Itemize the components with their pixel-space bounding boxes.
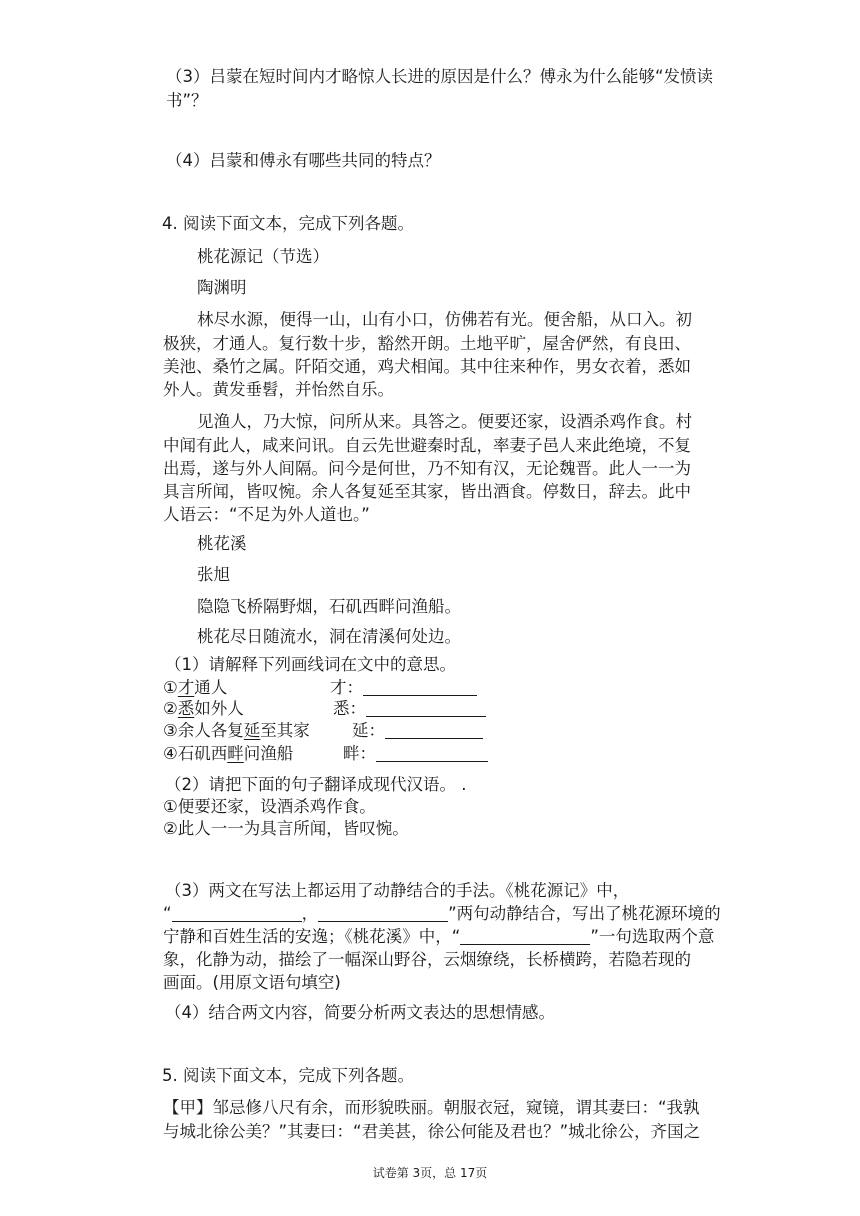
text-line: 【甲】邹忌修八尺有余，而形貌昳丽。朝服衣冠，窥镜，谓其妻曰：“我孰 (163, 1098, 700, 1117)
text-line: 中闻有此人，咸来问讯。自云先世避秦时乱，率妻子邑人来此绝境，不复 (163, 436, 691, 455)
answer-label: 畔： (343, 744, 376, 763)
question-prompt: （1）请解释下列画线词在文中的意思。 (165, 655, 456, 674)
underlined-word: 悉 (177, 699, 195, 718)
fill-line (163, 926, 714, 948)
text-run: 宁静和百姓生活的安逸；《桃花溪》中，“ (163, 927, 461, 946)
answer-blank[interactable] (172, 905, 302, 922)
text-line: 象，化静为动，描绘了一幅深山野谷，云烟缭绕，长桥横跨，若隐若现的 (163, 950, 691, 969)
underlined-word: 畔 (227, 744, 244, 763)
fill-line (163, 903, 721, 925)
answer-blank[interactable] (460, 928, 590, 945)
text-line: 人语云：“不足为外人道也。” (163, 505, 370, 524)
underlined-word: 才 (177, 678, 195, 697)
text-line: 与城北徐公美？”其妻曰：“君美甚，徐公何能及君也？”城北徐公，齐国之 (163, 1122, 701, 1141)
answer-blank[interactable] (366, 700, 486, 717)
text-line: （3）两文在写法上都运用了动静结合的手法。《桃花源记》中， (165, 881, 630, 900)
item-text: 余人各复 (177, 721, 244, 740)
quote-mark: “ (163, 904, 172, 923)
text-line: 见渔人，乃大惊，问所从来。具答之。便要还家，设酒杀鸡作食。村 (197, 412, 692, 431)
text-line: 极狭，才通人。复行数十步，豁然开朗。土地平旷，屋舍俨然，有良田、 (163, 334, 691, 353)
item-text: 通人 (194, 678, 228, 697)
answer-slot (352, 720, 483, 742)
text-line: 外人。黄发垂髫，并怡然自乐。 (163, 380, 394, 399)
item-number: ② (163, 699, 178, 718)
vocab-item (163, 743, 293, 765)
item-number: ③ (163, 721, 178, 740)
vocab-item (163, 698, 244, 720)
section-heading: 4. 阅读下面文本，完成下列各题。 (162, 214, 414, 233)
poem-title: 桃花溪 (197, 534, 247, 553)
answer-blank[interactable] (318, 905, 448, 922)
answer-blank[interactable] (385, 722, 483, 739)
answer-blank[interactable] (363, 679, 477, 696)
poem-line: 桃花尽日随流水，洞在清溪何处边。 (197, 627, 461, 646)
text-line: （3）吕蒙在短时间内才略惊人长进的原因是什么？傅永为什么能够“发愤读 (166, 67, 714, 86)
text-line: 画面。(用原文语句填空) (163, 973, 341, 992)
item-number: ① (163, 678, 178, 697)
text-line: 林尽水源，便得一山，山有小口，仿佛若有光。便舍船，从口入。初 (197, 310, 692, 329)
answer-slot (330, 677, 477, 699)
answer-slot (333, 698, 486, 720)
text-line: 美池、桑竹之属。阡陌交通，鸡犬相闻。其中往来种作，男女衣着，悉如 (163, 357, 691, 376)
text-run: ”两句动静结合，写出了桃花源环境的 (448, 904, 721, 923)
answer-label: 悉： (333, 699, 366, 718)
translate-sentence: ②此人一一为具言所闻，皆叹惋。 (163, 819, 409, 838)
poem-author: 张旭 (197, 565, 230, 584)
item-text: 石矶西 (177, 744, 228, 763)
page-footer: 试卷第 3页，总 17页 (372, 1166, 488, 1180)
text-line: 书”？ (166, 91, 208, 110)
text-line: 具言所闻，皆叹惋。余人各复延至其家，皆出酒食。停数日，辞去。此中 (163, 482, 691, 501)
answer-blank[interactable] (376, 745, 488, 762)
vocab-item (163, 720, 310, 742)
translate-sentence: ①便要还家，设酒杀鸡作食。 (163, 797, 376, 816)
comma: ， (301, 904, 319, 923)
passage-author: 陶渊明 (197, 278, 247, 297)
answer-label: 延： (352, 721, 385, 740)
section-heading: 5. 阅读下面文本，完成下列各题。 (162, 1066, 414, 1085)
poem-line: 隐隐飞桥隔野烟，石矶西畔问渔船。 (197, 597, 461, 616)
text-line: 出焉，遂与外人间隔。问今是何世，乃不知有汉，无论魏晋。此人一一为 (163, 459, 691, 478)
answer-label: 才： (330, 678, 363, 697)
question-prompt: （2）请把下面的句子翻译成现代汉语。 . (165, 775, 467, 794)
item-text: 问渔船 (243, 744, 294, 763)
vocab-item (163, 677, 227, 699)
sub-question-4: （4）结合两文内容，简要分析两文表达的思想情感。 (165, 1003, 555, 1022)
text-run: ”一句选取两个意 (590, 927, 715, 946)
item-number: ④ (163, 744, 178, 763)
item-text: 至其家 (260, 721, 310, 740)
answer-slot (343, 743, 488, 765)
item-text: 如外人 (194, 699, 244, 718)
prev-question-4: （4）吕蒙和傅永有哪些共同的特点？ (166, 151, 441, 170)
passage-title: 桃花源记（节选） (197, 247, 329, 266)
underlined-word: 延 (243, 721, 261, 740)
